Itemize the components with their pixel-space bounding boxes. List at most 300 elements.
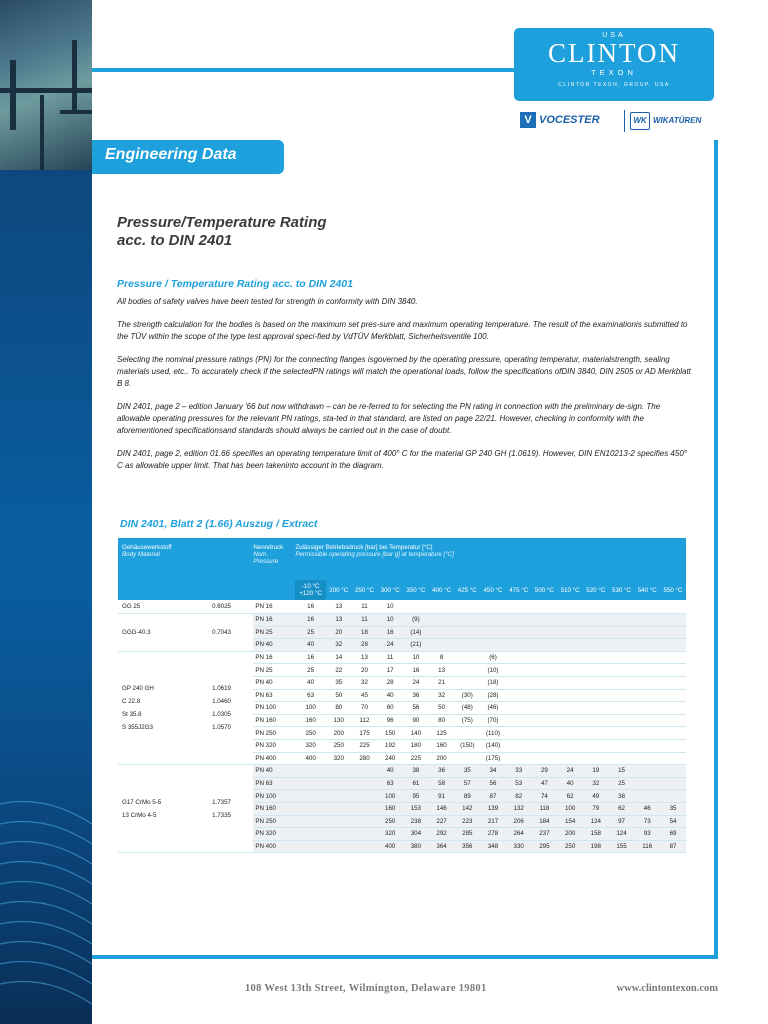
value-cell: [634, 651, 660, 664]
value-cell: [326, 815, 352, 828]
value-cell: 56: [480, 777, 506, 790]
value-cell: [532, 739, 558, 752]
value-cell: [506, 664, 532, 677]
header-pn: [253, 538, 295, 580]
value-cell: [532, 626, 558, 639]
footer-address: 108 West 13th Street, Wilmington, Delaware 19801: [245, 983, 487, 994]
value-cell: 10: [403, 651, 429, 664]
temp-header: 250 °C: [352, 580, 378, 600]
value-cell: [506, 702, 532, 715]
value-cell: 217: [480, 815, 506, 828]
value-cell: (10): [480, 664, 506, 677]
value-cell: [454, 600, 480, 614]
value-cell: 10: [377, 614, 403, 627]
value-cell: [634, 752, 660, 765]
value-cell: [660, 676, 686, 689]
value-cell: [326, 777, 352, 790]
value-cell: [295, 790, 326, 803]
frame-top-line: [92, 68, 514, 72]
temp-header: 475 °C: [506, 580, 532, 600]
value-cell: 25: [609, 777, 635, 790]
value-cell: 17: [377, 664, 403, 677]
header-temp-en: Permissible operating pressure [bar g] at temperature [°C]: [295, 551, 454, 558]
material-name: GGG-40.3: [122, 628, 151, 636]
value-cell: 80: [429, 714, 455, 727]
value-cell: 16: [295, 600, 326, 614]
pn-cell: PN 40: [253, 639, 295, 652]
value-cell: 24: [377, 639, 403, 652]
value-cell: [609, 739, 635, 752]
value-cell: 100: [557, 802, 583, 815]
value-cell: 62: [557, 790, 583, 803]
value-cell: 237: [532, 828, 558, 841]
pn-cell: PN 250: [253, 727, 295, 740]
value-cell: 50: [326, 689, 352, 702]
value-cell: [634, 727, 660, 740]
value-cell: [634, 676, 660, 689]
value-cell: [506, 676, 532, 689]
pn-cell: PN 400: [253, 840, 295, 853]
value-cell: [454, 676, 480, 689]
value-cell: 200: [326, 727, 352, 740]
value-cell: [609, 752, 635, 765]
pn-cell: PN 320: [253, 739, 295, 752]
value-cell: [583, 626, 609, 639]
pn-cell: PN 16: [253, 651, 295, 664]
value-cell: [583, 651, 609, 664]
value-cell: [532, 714, 558, 727]
value-cell: [583, 752, 609, 765]
value-cell: 320: [377, 828, 403, 841]
value-cell: 154: [557, 815, 583, 828]
value-cell: (150): [454, 739, 480, 752]
value-cell: 200: [429, 752, 455, 765]
value-cell: [295, 765, 326, 778]
value-cell: 240: [377, 752, 403, 765]
value-cell: 16: [403, 664, 429, 677]
value-cell: 74: [532, 790, 558, 803]
value-cell: [454, 651, 480, 664]
value-cell: 61: [403, 777, 429, 790]
value-cell: 180: [403, 739, 429, 752]
paragraph: DIN 2401, page 2 – edition January '66 but now withdrawn – can be re-ferred to for selecting the PN rating in connection with the preliminary de-sign. The allowable operating pressures for the relevant PN ratings, sta-ted in that standard, are listed on page 22/21. However, checking in conformity with the aforementioned specificationsand standards should always be carried out in the case of doubt.: [117, 402, 661, 435]
vocester-label: VOCESTER: [539, 114, 600, 126]
value-cell: [532, 752, 558, 765]
value-cell: 35: [326, 676, 352, 689]
value-cell: 21: [429, 676, 455, 689]
value-cell: [506, 614, 532, 627]
value-cell: [634, 714, 660, 727]
engineering-data-label: Engineering Data: [105, 146, 237, 163]
material-number: 1.7357: [212, 798, 232, 806]
value-cell: 142: [454, 802, 480, 815]
pn-cell: PN 16: [253, 600, 295, 614]
value-cell: [326, 840, 352, 853]
paragraph: Selecting the nominal pressure ratings (PN) for the connecting flanges isgoverned by the operating pressure, operating temperatur, materialstrength, sealing materials used, etc.. To accurately check if the selectedPN ratings will match the operational loads, follow the specifications ofDIN 3840, DIN 2505 or AD Merkblatt B 8.: [117, 355, 691, 388]
header-pn-de: Nenndruck: [253, 544, 284, 551]
value-cell: 16: [295, 651, 326, 664]
value-cell: 57: [454, 777, 480, 790]
value-cell: 140: [403, 727, 429, 740]
logo-name: CLINTON: [548, 38, 680, 68]
header-temp-de: Zulässiger Betriebsdruck [bar] bei Temperatur [°C]: [295, 544, 433, 551]
value-cell: [660, 702, 686, 715]
value-cell: [532, 651, 558, 664]
value-cell: [454, 727, 480, 740]
value-cell: [609, 626, 635, 639]
value-cell: 96: [377, 714, 403, 727]
value-cell: 206: [506, 815, 532, 828]
value-cell: 15: [609, 765, 635, 778]
value-cell: [583, 639, 609, 652]
logo-usa: USA: [602, 32, 626, 39]
value-cell: 40: [295, 676, 326, 689]
value-cell: [557, 664, 583, 677]
value-cell: 10: [377, 600, 403, 614]
value-cell: [326, 790, 352, 803]
value-cell: 8: [429, 651, 455, 664]
value-cell: 93: [634, 828, 660, 841]
value-cell: [295, 840, 326, 853]
value-cell: [609, 639, 635, 652]
header-pn-en2: Pressure: [253, 558, 279, 565]
value-cell: 192: [377, 739, 403, 752]
value-cell: 91: [429, 790, 455, 803]
value-cell: 158: [583, 828, 609, 841]
value-cell: 400: [377, 840, 403, 853]
value-cell: [480, 639, 506, 652]
value-cell: 80: [326, 702, 352, 715]
value-cell: [660, 600, 686, 614]
value-cell: (18): [480, 676, 506, 689]
value-cell: 40: [377, 765, 403, 778]
value-cell: 53: [506, 777, 532, 790]
material-name: 13 CrMo 4-5: [122, 811, 157, 819]
value-cell: 95: [403, 790, 429, 803]
vocester-logo: [520, 112, 600, 128]
pn-cell: PN 25: [253, 626, 295, 639]
value-cell: [634, 614, 660, 627]
table-row: [118, 765, 686, 778]
header-blank: [118, 580, 253, 600]
value-cell: 18: [352, 626, 378, 639]
value-cell: 16: [295, 614, 326, 627]
value-cell: (48): [454, 702, 480, 715]
temp-header: 550 °C: [660, 580, 686, 600]
value-cell: 124: [609, 828, 635, 841]
value-cell: [506, 626, 532, 639]
value-cell: 320: [326, 752, 352, 765]
temp-header: 200 °C: [326, 580, 352, 600]
temp-first-2: +120 °C: [299, 590, 322, 597]
value-cell: [480, 614, 506, 627]
value-cell: 22: [326, 664, 352, 677]
value-cell: 250: [295, 727, 326, 740]
value-cell: [660, 714, 686, 727]
material-number: 1.0460: [212, 697, 232, 705]
value-cell: 19: [583, 765, 609, 778]
value-cell: [634, 739, 660, 752]
value-cell: [609, 664, 635, 677]
value-cell: 89: [454, 790, 480, 803]
pressure-rating-table: [118, 538, 686, 853]
value-cell: [352, 790, 378, 803]
value-cell: 227: [429, 815, 455, 828]
value-cell: [532, 639, 558, 652]
value-cell: [532, 614, 558, 627]
value-cell: 36: [403, 689, 429, 702]
value-cell: 153: [403, 802, 429, 815]
value-cell: 25: [295, 626, 326, 639]
wika-mark-icon: WK: [630, 112, 650, 130]
value-cell: (30): [454, 689, 480, 702]
value-cell: 330: [506, 840, 532, 853]
value-cell: 100: [377, 790, 403, 803]
value-cell: 35: [660, 802, 686, 815]
value-cell: [532, 600, 558, 614]
value-cell: 130: [326, 714, 352, 727]
value-cell: 40: [295, 639, 326, 652]
decorative-wave-lines: [0, 764, 92, 1024]
temp-header: 450 °C: [480, 580, 506, 600]
page-title-line1: Pressure/Temperature Rating: [117, 214, 327, 231]
value-cell: [295, 777, 326, 790]
value-cell: 56: [403, 702, 429, 715]
material-name: St 35.8: [122, 710, 142, 718]
body-text: [117, 296, 692, 483]
header-temperature: [295, 538, 686, 580]
value-cell: 124: [583, 815, 609, 828]
value-cell: (28): [480, 689, 506, 702]
header-blank: [253, 580, 295, 600]
industrial-photo: [0, 0, 92, 170]
temp-header: 520 °C: [583, 580, 609, 600]
material-number: 0.6025: [212, 603, 232, 610]
value-cell: (70): [480, 714, 506, 727]
material-name: G17 CrMo 5-5: [122, 798, 162, 806]
value-cell: [660, 614, 686, 627]
value-cell: 25: [295, 664, 326, 677]
value-cell: 223: [454, 815, 480, 828]
value-cell: [583, 676, 609, 689]
value-cell: 132: [506, 802, 532, 815]
value-cell: [326, 802, 352, 815]
value-cell: (175): [480, 752, 506, 765]
value-cell: [609, 714, 635, 727]
value-cell: [352, 815, 378, 828]
value-cell: [660, 727, 686, 740]
value-cell: [557, 727, 583, 740]
value-cell: [660, 777, 686, 790]
value-cell: [557, 676, 583, 689]
material-cell: [118, 765, 212, 853]
value-cell: [634, 790, 660, 803]
value-cell: 13: [429, 664, 455, 677]
material-cell: [118, 614, 212, 652]
temp-header: 425 °C: [454, 580, 480, 600]
engineering-data-tab: [92, 140, 284, 174]
material-number-cell: [212, 614, 253, 652]
value-cell: [609, 651, 635, 664]
value-cell: [634, 664, 660, 677]
temp-header: 350 °C: [403, 580, 429, 600]
value-cell: [506, 752, 532, 765]
value-cell: 112: [352, 714, 378, 727]
value-cell: 28: [377, 676, 403, 689]
value-cell: [634, 600, 660, 614]
pn-cell: PN 16: [253, 614, 295, 627]
value-cell: [660, 765, 686, 778]
value-cell: [660, 739, 686, 752]
value-cell: 364: [429, 840, 455, 853]
value-cell: 118: [532, 802, 558, 815]
value-cell: [660, 752, 686, 765]
value-cell: [660, 639, 686, 652]
value-cell: 63: [295, 689, 326, 702]
value-cell: 250: [326, 739, 352, 752]
table-row: [118, 651, 686, 664]
value-cell: 38: [403, 765, 429, 778]
value-cell: 24: [403, 676, 429, 689]
value-cell: 60: [377, 702, 403, 715]
partner-logos: [520, 110, 714, 134]
value-cell: 11: [377, 651, 403, 664]
value-cell: [403, 600, 429, 614]
value-cell: [609, 689, 635, 702]
paragraph: All bodies of safety valves have been tested for strength in conformity with DIN 3840.: [117, 297, 418, 306]
frame-right-line: [714, 140, 718, 958]
value-cell: 58: [429, 777, 455, 790]
value-cell: 150: [377, 727, 403, 740]
value-cell: 73: [634, 815, 660, 828]
value-cell: 47: [532, 777, 558, 790]
pn-cell: PN 63: [253, 777, 295, 790]
value-cell: 63: [377, 777, 403, 790]
value-cell: (75): [454, 714, 480, 727]
wika-label: WIKATÜREN: [653, 116, 702, 125]
pn-cell: PN 400: [253, 752, 295, 765]
value-cell: [454, 639, 480, 652]
value-cell: 46: [634, 802, 660, 815]
value-cell: 100: [295, 702, 326, 715]
value-cell: [506, 651, 532, 664]
value-cell: 20: [326, 626, 352, 639]
value-cell: 295: [532, 840, 558, 853]
material-number: 1.0570: [212, 723, 232, 731]
value-cell: [352, 765, 378, 778]
value-cell: [429, 639, 455, 652]
temp-header: 530 °C: [609, 580, 635, 600]
value-cell: [634, 626, 660, 639]
value-cell: 32: [583, 777, 609, 790]
value-cell: 38: [609, 790, 635, 803]
value-cell: [557, 626, 583, 639]
value-cell: 45: [352, 689, 378, 702]
logo-sub: TEXON: [591, 68, 637, 77]
value-cell: 79: [583, 802, 609, 815]
value-cell: [454, 614, 480, 627]
value-cell: [634, 689, 660, 702]
value-cell: 70: [352, 702, 378, 715]
value-cell: [609, 702, 635, 715]
value-cell: 160: [295, 714, 326, 727]
header-pn-en1: Nom.: [253, 551, 269, 558]
value-cell: (140): [480, 739, 506, 752]
value-cell: 24: [557, 765, 583, 778]
value-cell: 16: [377, 626, 403, 639]
value-cell: [557, 714, 583, 727]
pn-cell: PN 25: [253, 664, 295, 677]
value-cell: 28: [352, 639, 378, 652]
value-cell: [557, 702, 583, 715]
temp-header: 300 °C: [377, 580, 403, 600]
value-cell: [634, 702, 660, 715]
value-cell: [506, 714, 532, 727]
value-cell: [480, 626, 506, 639]
value-cell: [454, 752, 480, 765]
material-name: S 355J2G3: [122, 723, 153, 731]
temp-header: 510 °C: [557, 580, 583, 600]
value-cell: [506, 600, 532, 614]
value-cell: [583, 702, 609, 715]
value-cell: 225: [403, 752, 429, 765]
value-cell: 264: [506, 828, 532, 841]
page-title-line2: acc. to DIN 2401: [117, 232, 233, 249]
page-title: [117, 214, 327, 250]
value-cell: 13: [352, 651, 378, 664]
value-cell: 225: [352, 739, 378, 752]
footer-website[interactable]: www.clintontexon.com: [616, 983, 718, 994]
value-cell: [634, 639, 660, 652]
table-row: [118, 614, 686, 627]
value-cell: [583, 689, 609, 702]
value-cell: 198: [583, 840, 609, 853]
value-cell: [506, 639, 532, 652]
pn-cell: PN 100: [253, 702, 295, 715]
material-number: 1.0305: [212, 710, 232, 718]
value-cell: [609, 727, 635, 740]
value-cell: [506, 689, 532, 702]
pn-cell: PN 100: [253, 790, 295, 803]
value-cell: 62: [609, 802, 635, 815]
value-cell: 155: [609, 840, 635, 853]
value-cell: [583, 614, 609, 627]
value-cell: (14): [403, 626, 429, 639]
value-cell: 50: [429, 702, 455, 715]
value-cell: [634, 777, 660, 790]
value-cell: [480, 600, 506, 614]
value-cell: [609, 676, 635, 689]
value-cell: 116: [634, 840, 660, 853]
value-cell: 280: [352, 752, 378, 765]
value-cell: [532, 664, 558, 677]
value-cell: [352, 840, 378, 853]
value-cell: [454, 626, 480, 639]
frame-bottom-line: [92, 955, 718, 959]
value-cell: [326, 765, 352, 778]
value-cell: [352, 828, 378, 841]
value-cell: 250: [377, 815, 403, 828]
value-cell: 34: [480, 765, 506, 778]
material-number-cell: [212, 651, 253, 764]
value-cell: 348: [480, 840, 506, 853]
clinton-texon-logo: [514, 28, 714, 101]
value-cell: [634, 765, 660, 778]
value-cell: [660, 790, 686, 803]
value-cell: 13: [326, 600, 352, 614]
value-cell: [583, 600, 609, 614]
material-name: GP 240 GH: [122, 684, 154, 692]
